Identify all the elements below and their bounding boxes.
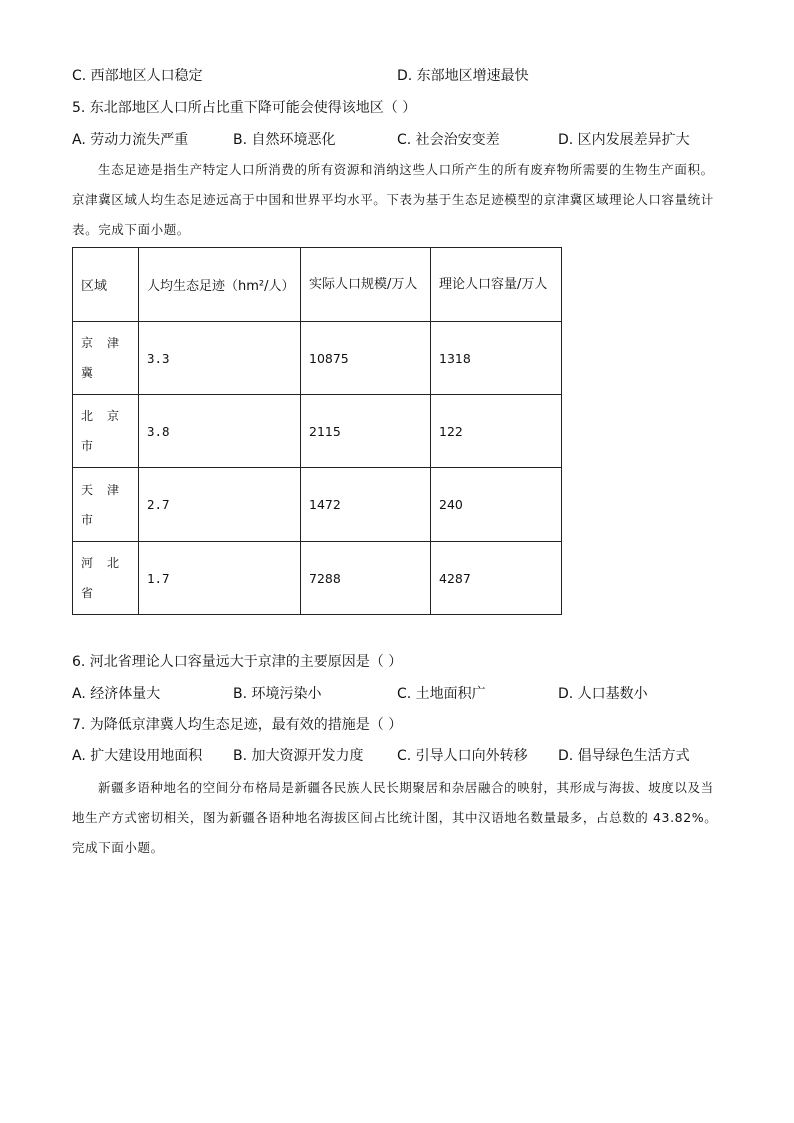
q4-option-d: D. 东部地区增速最快	[397, 68, 529, 84]
q7-option-c: C. 引导人口向外转移	[397, 748, 528, 764]
region-cell: 京津冀	[73, 322, 139, 395]
region-cell: 北京市	[73, 395, 139, 468]
q5-option-d: D. 区内发展差异扩大	[558, 132, 690, 148]
region-cell: 河北省	[73, 542, 139, 615]
q6-option-b: B. 环境污染小	[233, 686, 322, 702]
table-row	[73, 542, 562, 615]
header-actual-population: 实际人口规模/万人	[301, 248, 431, 322]
header-footprint: 人均生态足迹（hm²/人）	[139, 248, 301, 322]
footprint-cell: 2.7	[139, 468, 301, 542]
actual-cell: 2115	[301, 395, 431, 468]
footprint-cell: 1.7	[139, 542, 301, 615]
capacity-cell: 122	[431, 395, 562, 468]
q5-option-a: A. 劳动力流失严重	[72, 132, 189, 148]
passage-ecological-footprint	[72, 155, 722, 245]
passage-2-text: 新疆多语种地名的空间分布格局是新疆各民族人民长期聚居和杂居融合的映射，其形成与海拔、坡度以及当地生产方式密切相关，图为新疆各语种地名海拔区间占比统计图，其中汉语地名数量最多，占总数的 43.82%。完成下面小题。	[72, 780, 718, 855]
q7-question: 7. 为降低京津冀人均生态足迹，最有效的措施是（ ）	[72, 717, 403, 733]
q6-option-a: A. 经济体量大	[72, 686, 161, 702]
footprint-cell: 3.3	[139, 322, 301, 395]
q7-option-b: B. 加大资源开发力度	[233, 748, 364, 764]
table-row	[73, 395, 562, 468]
q7-option-d: D. 倡导绿色生活方式	[558, 748, 690, 764]
header-region: 区域	[73, 248, 139, 322]
table-header-row	[73, 248, 562, 322]
q6-option-c: C. 土地面积广	[397, 686, 486, 702]
capacity-cell: 4287	[431, 542, 562, 615]
table-row	[73, 468, 562, 542]
q6-option-d: D. 人口基数小	[558, 686, 648, 702]
passage-1-text: 生态足迹是指生产特定人口所消费的所有资源和消纳这些人口所产生的所有废弃物所需要的生物生产面积。京津冀区域人均生态足迹远高于中国和世界平均水平。下表为基于生态足迹模型的京津冀区域理论人口容量统计表。完成下面小题。	[72, 162, 714, 237]
population-capacity-table	[72, 247, 562, 615]
actual-cell: 1472	[301, 468, 431, 542]
actual-cell: 10875	[301, 322, 431, 395]
q5-question: 5. 东北部地区人口所占比重下降可能会使得该地区（ ）	[72, 100, 417, 116]
passage-xinjiang-place-names	[72, 773, 722, 863]
q4-option-c: C. 西部地区人口稳定	[72, 68, 203, 84]
capacity-cell: 1318	[431, 322, 562, 395]
footprint-cell: 3.8	[139, 395, 301, 468]
q6-question: 6. 河北省理论人口容量远大于京津的主要原因是（ ）	[72, 654, 403, 670]
q7-option-a: A. 扩大建设用地面积	[72, 748, 203, 764]
table-row	[73, 322, 562, 395]
q5-option-b: B. 自然环境恶化	[233, 132, 336, 148]
actual-cell: 7288	[301, 542, 431, 615]
q5-option-c: C. 社会治安变差	[397, 132, 500, 148]
header-theoretical-capacity: 理论人口容量/万人	[431, 248, 562, 322]
capacity-cell: 240	[431, 468, 562, 542]
region-cell: 天津市	[73, 468, 139, 542]
